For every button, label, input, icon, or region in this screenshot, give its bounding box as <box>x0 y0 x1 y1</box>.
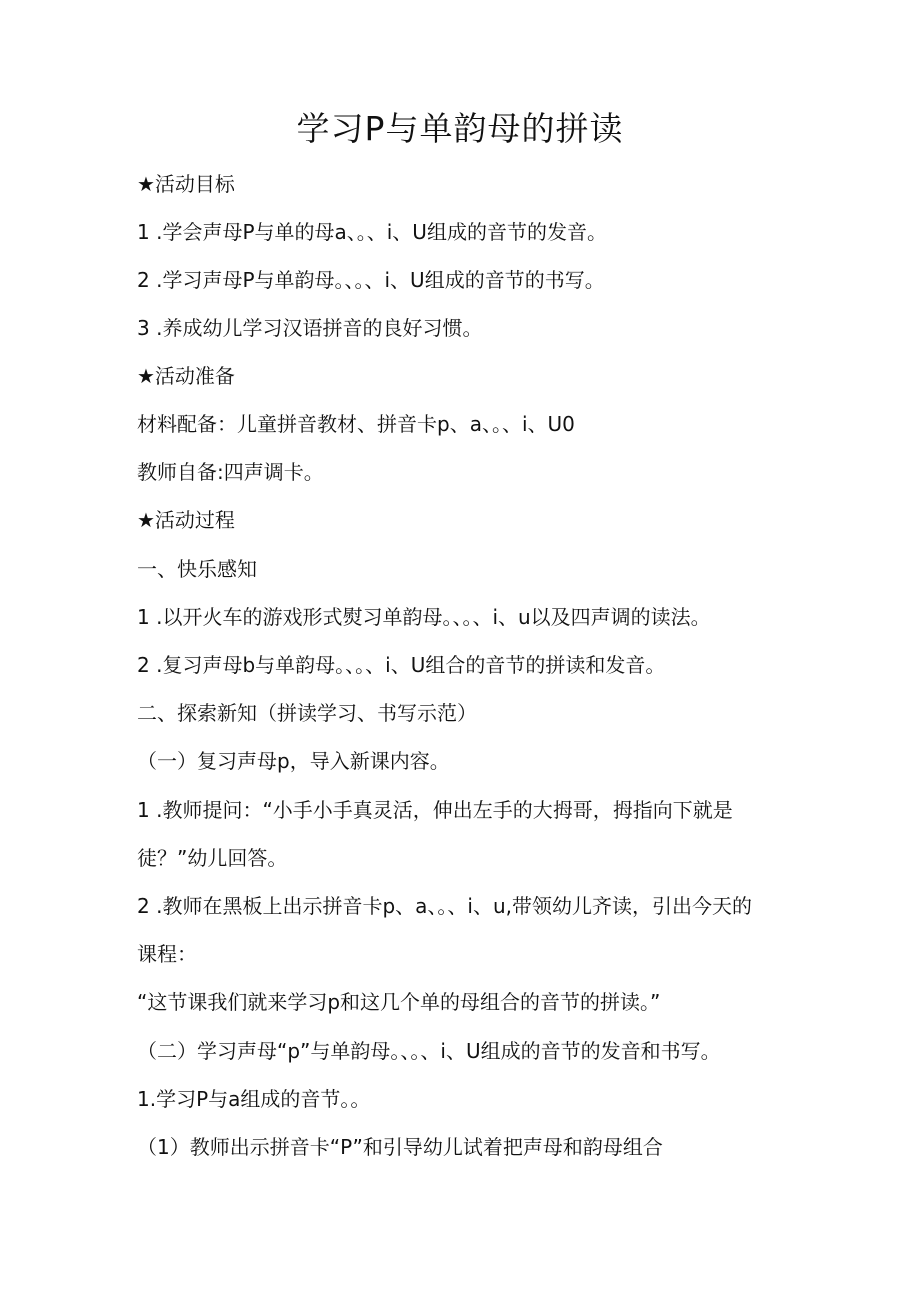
process-item-2: 2 .复习声母b与单韵母。、。、i、U组合的音节的拼读和发音。 <box>137 653 666 677</box>
heading-activity-prep: ★活动准备 <box>137 364 235 388</box>
paragraph-line: 2 .教师在黑板上出示拼音卡p、a、。、i、u,带领幼儿齐读，引出今天的 <box>137 894 752 918</box>
paragraph-line: （1）教师出示拼音卡“P”和引导幼儿试着把声母和韵母组合 <box>137 1135 663 1159</box>
paragraph-line: 1 .教师提问：“小手小手真灵活，伸出左手的大拇哥，拇指向下就是 <box>137 798 733 822</box>
heading-activity-goals: ★活动目标 <box>137 172 235 196</box>
goal-item-2: 2 .学习声母P与单韵母。、。、i、U组成的音节的书写。 <box>137 268 605 292</box>
document-title: 学习P与单韵母的拼读 <box>296 109 624 148</box>
goal-item-1: 1 .学会声母P与单的母a、。、i、U组成的音节的发音。 <box>137 220 607 244</box>
paragraph-line: “这节课我们就来学习p和这几个单的母组合的音节的拼读。” <box>137 990 661 1014</box>
section-heading-2: 二、探索新知（拼读学习、书写示范） <box>137 701 477 725</box>
section-heading-1: 一、快乐感知 <box>137 557 257 581</box>
heading-activity-process: ★活动过程 <box>137 508 235 532</box>
subsection-heading-1: （一）复习声母p，导入新课内容。 <box>137 749 450 773</box>
process-item-1: 1 .以开火车的游戏形式熨习单韵母。、。、i、u以及四声调的读法。 <box>137 605 711 629</box>
prep-teacher: 教师自备:四声调卡。 <box>137 460 324 484</box>
prep-materials: 材料配备：儿童拼音教材、拼音卡p、a、。、i、U0 <box>137 412 575 436</box>
paragraph-line: 徒？”幼儿回答。 <box>137 846 288 870</box>
numbered-heading: 1.学习P与a组成的音节。。 <box>137 1087 371 1111</box>
paragraph-line: 课程： <box>137 942 197 966</box>
goal-item-3: 3 .养成幼儿学习汉语拼音的良好习惯。 <box>137 316 483 340</box>
subsection-heading-2: （二）学习声母“p”与单韵母。、。、i、U组成的音节的发音和书写。 <box>137 1039 721 1063</box>
